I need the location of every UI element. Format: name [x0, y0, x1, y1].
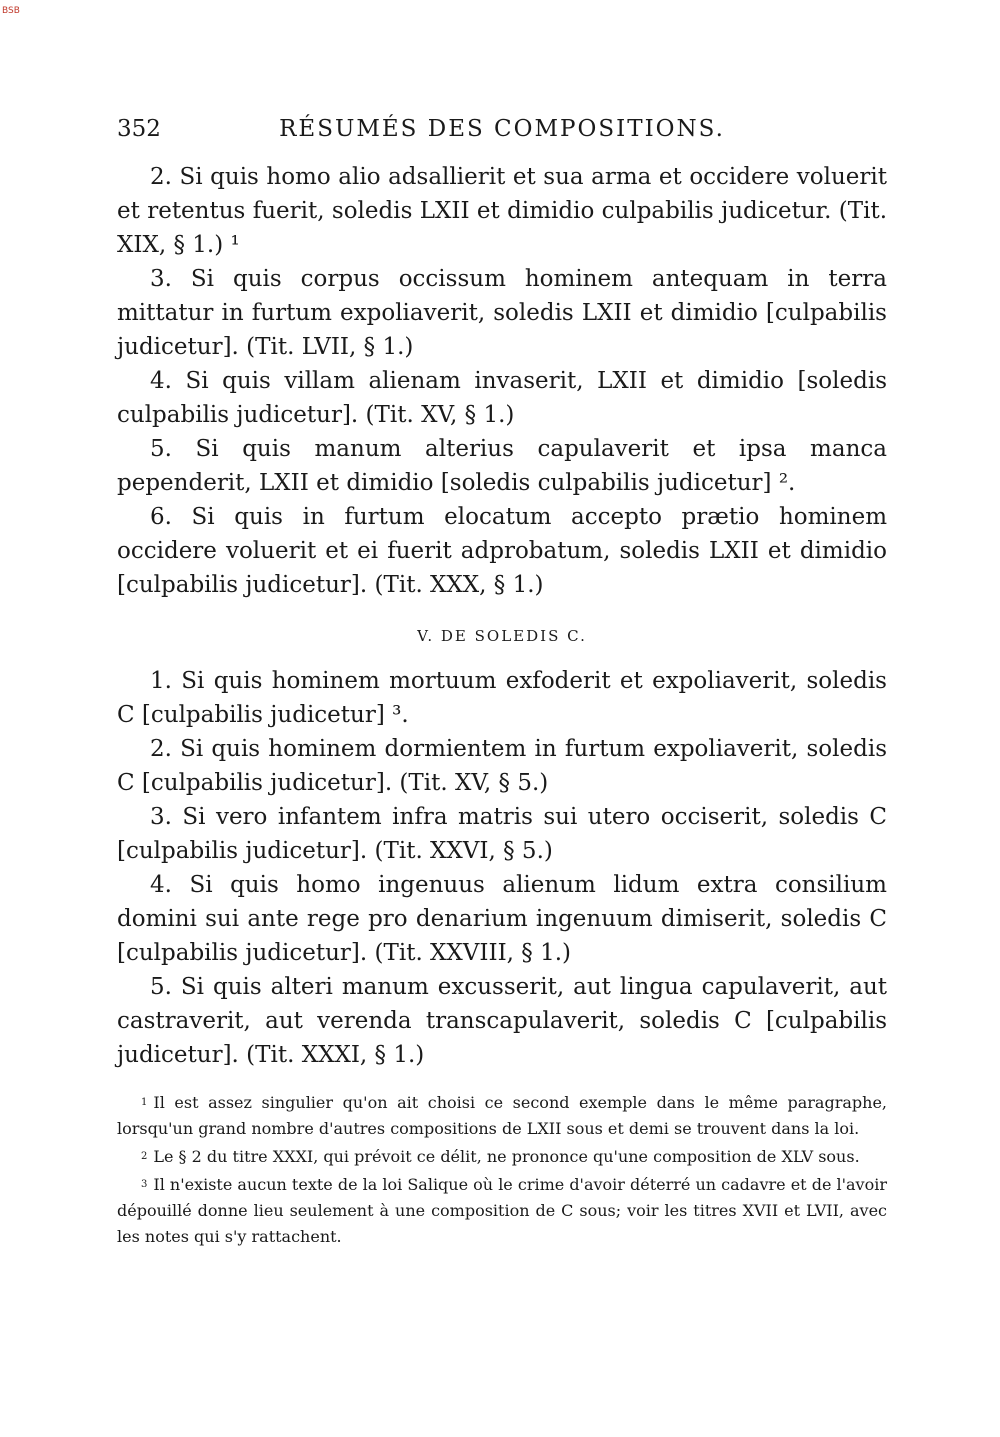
footnote	[117, 1172, 887, 1250]
footnote-text: Le § 2 du titre XXXI, qui prévoit ce délit, ne prononce qu'une composition de XLV sous.	[153, 1147, 860, 1166]
library-stamp: BSB	[2, 6, 20, 16]
page-number: 352	[117, 116, 161, 142]
paragraph: 3. Si vero infantem infra matris sui utero occiserit, soledis C [culpabilis judicetur]. (Tit. XXVI, § 5.)	[117, 804, 887, 864]
paragraph: 1. Si quis hominem mortuum exfoderit et expoliaverit, soledis C [culpabilis judicetur] ³.	[117, 668, 887, 728]
paragraph: 6. Si quis in furtum elocatum accepto prætio hominem occidere voluerit et ei fuerit adprobatum, soledis LXII et dimidio [culpabilis judicetur]. (Tit. XXX, § 1.)	[117, 504, 887, 598]
paragraph: 2. Si quis hominem dormientem in furtum expoliaverit, soledis C [culpabilis judicetur]. (Tit. XV, § 5.)	[117, 736, 887, 796]
footnotes	[117, 1090, 887, 1252]
paragraph: 5. Si quis manum alterius capulaverit et ipsa manca pependerit, LXII et dimidio [soledis culpabilis judicetur] ².	[117, 436, 887, 496]
footnote-mark: 1	[141, 1097, 148, 1108]
footnote-mark: 2	[141, 1151, 148, 1162]
footnote-text: Il est assez singulier qu'on ait choisi ce second exemple dans le même paragraphe, lorsqu'un grand nombre d'autres compositions de LXII sous et demi se trouvent dans la loi.	[117, 1093, 887, 1138]
footnote-mark: 3	[141, 1179, 148, 1190]
paragraph: 4. Si quis homo ingenuus alienum lidum extra consilium domini sui ante rege pro denarium ingenuum dimiserit, soledis C [culpabilis judicetur]. (Tit. XXVIII, § 1.)	[117, 872, 887, 966]
page-header	[117, 116, 887, 148]
paragraph: 5. Si quis alteri manum excusserit, aut lingua capulaverit, aut castraverit, aut verenda transcapulaverit, soledis C [culpabilis judicetur]. (Tit. XXXI, § 1.)	[117, 974, 887, 1068]
running-title: RÉSUMÉS DES COMPOSITIONS.	[279, 116, 725, 142]
footnote-text: Il n'existe aucun texte de la loi Salique où le crime d'avoir déterré un cadavre et de l'avoir dépouillé donne lieu seulement à une composition de C sous; voir les titres XVII et LVII, avec les notes qui s'y rattachent.	[117, 1175, 887, 1246]
main-text	[117, 160, 887, 1072]
paragraph: 4. Si quis villam alienam invaserit, LXII et dimidio [soledis culpabilis judicetur]. (Tit. XV, § 1.)	[117, 368, 887, 428]
paragraph: 3. Si quis corpus occissum hominem antequam in terra mittatur in furtum expoliaverit, soledis LXII et dimidio [culpabilis judicetur]. (Tit. LVII, § 1.)	[117, 266, 887, 360]
paragraph: 2. Si quis homo alio adsallierit et sua arma et occidere voluerit et retentus fuerit, soledis LXII et dimidio culpabilis judicetur. (Tit. XIX, § 1.) ¹	[117, 164, 887, 258]
footnote	[117, 1144, 887, 1170]
footnote	[117, 1090, 887, 1142]
section-title: V. DE SOLEDIS C.	[417, 627, 587, 645]
